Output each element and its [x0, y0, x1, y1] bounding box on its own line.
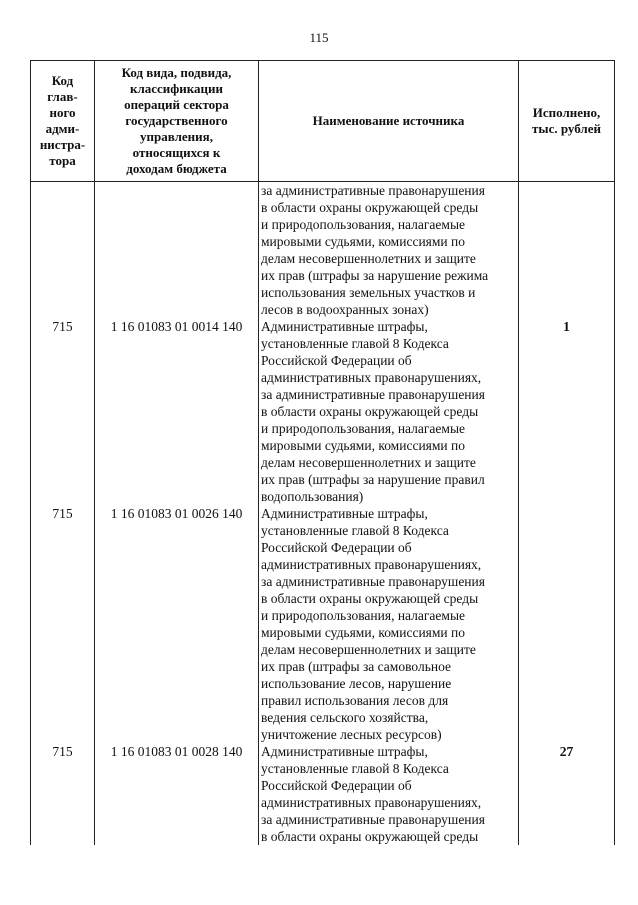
header-line: нистра-: [39, 137, 86, 152]
source-name-line: Российской Федерации об: [261, 353, 412, 368]
header-line: Исполнено,: [532, 105, 601, 120]
executed-amount-cell: 1: [519, 318, 615, 505]
source-name-line: уничтожение лесных ресурсов): [261, 727, 442, 742]
table-body: [31, 182, 615, 846]
source-name-line: установленные главой 8 Кодекса: [261, 761, 449, 776]
admin-code-cell: [31, 182, 95, 319]
header-line: тыс. рублей: [532, 121, 601, 136]
source-name-line: установленные главой 8 Кодекса: [261, 523, 449, 538]
header-classification-code: [95, 61, 259, 182]
table-row: [31, 182, 615, 319]
source-name-line: лесов в водоохранных зонах): [261, 302, 429, 317]
classification-code-cell: [95, 182, 259, 319]
source-name-line: административных правонарушениях,: [261, 370, 482, 385]
source-name-line: Российской Федерации об: [261, 540, 412, 555]
source-name-line: их прав (штрафы за нарушение правил: [261, 472, 485, 487]
source-name-line: административных правонарушениях,: [261, 557, 482, 572]
header-source-name: [259, 61, 519, 182]
source-name-line: и природопользования, налагаемые: [261, 608, 466, 623]
header-executed-amount: [519, 61, 615, 182]
source-name-line: за административные правонарушения: [261, 574, 485, 589]
header-line: Код вида, подвида,: [121, 65, 232, 80]
source-name-line: использование лесов, нарушение: [261, 676, 452, 691]
source-name-cell: [259, 318, 519, 505]
source-name-line: Административные штрафы,: [261, 319, 428, 334]
classification-code-cell: 1 16 01083 01 0028 140: [95, 743, 259, 845]
header-line: государственного: [125, 113, 228, 128]
source-name-line: мировыми судьями, комиссиями по: [261, 625, 465, 640]
source-name-line: в области охраны окружающей среды: [261, 404, 479, 419]
header-line: адми-: [45, 121, 80, 136]
header-line: управления,: [140, 129, 213, 144]
header-line: доходам бюджета: [126, 161, 227, 176]
table-row: [31, 505, 615, 743]
source-name-cell: [259, 743, 519, 845]
header-line: Код: [51, 73, 74, 88]
header-line: классификации: [129, 81, 224, 96]
table-row: [31, 318, 615, 505]
page-number: 115: [309, 30, 329, 45]
table-header: [31, 61, 615, 182]
admin-code-cell: 715: [31, 318, 95, 505]
classification-code-cell: 1 16 01083 01 0014 140: [95, 318, 259, 505]
source-name-line: Российской Федерации об: [261, 778, 412, 793]
source-name-line: Административные штрафы,: [261, 506, 428, 521]
source-name-line: их прав (штрафы за самовольное: [261, 659, 451, 674]
source-name-line: мировыми судьями, комиссиями по: [261, 234, 465, 249]
header-line: Наименование источника: [312, 113, 465, 128]
source-name-line: за административные правонарушения: [261, 387, 485, 402]
header-line: глав-: [47, 89, 78, 104]
source-name-line: использования земельных участков и: [261, 285, 476, 300]
admin-code-cell: 715: [31, 505, 95, 743]
source-name-line: в области охраны окружающей среды: [261, 591, 479, 606]
source-name-line: в области охраны окружающей среды: [261, 829, 479, 844]
classification-code-cell: 1 16 01083 01 0026 140: [95, 505, 259, 743]
source-name-cell: [259, 505, 519, 743]
executed-amount-cell: [519, 505, 615, 743]
source-name-line: за административные правонарушения: [261, 183, 485, 198]
source-name-line: установленные главой 8 Кодекса: [261, 336, 449, 351]
executed-amount-cell: 27: [519, 743, 615, 845]
source-name-line: мировыми судьями, комиссиями по: [261, 438, 465, 453]
admin-code-cell: 715: [31, 743, 95, 845]
source-name-line: правил использования лесов для: [261, 693, 449, 708]
table-row: [31, 743, 615, 845]
header-line: операций сектора: [124, 97, 229, 112]
header-admin-code: [31, 61, 95, 182]
source-name-line: делам несовершеннолетних и защите: [261, 642, 476, 657]
source-name-cell: [259, 182, 519, 319]
source-name-line: в области охраны окружающей среды: [261, 200, 479, 215]
header-line: относящихся к: [132, 145, 221, 160]
revenue-table: [30, 60, 615, 845]
source-name-line: их прав (штрафы за нарушение режима: [261, 268, 489, 283]
source-name-line: и природопользования, налагаемые: [261, 421, 466, 436]
source-name-line: водопользования): [261, 489, 364, 504]
header-row: [31, 61, 615, 182]
source-name-line: делам несовершеннолетних и защите: [261, 455, 476, 470]
header-line: ного: [49, 105, 76, 120]
source-name-line: делам несовершеннолетних и защите: [261, 251, 476, 266]
source-name-line: за административные правонарушения: [261, 812, 485, 827]
header-line: тора: [49, 153, 76, 168]
executed-amount-cell: [519, 182, 615, 319]
source-name-line: административных правонарушениях,: [261, 795, 482, 810]
source-name-line: Административные штрафы,: [261, 744, 428, 759]
source-name-line: ведения сельского хозяйства,: [261, 710, 429, 725]
source-name-line: и природопользования, налагаемые: [261, 217, 466, 232]
